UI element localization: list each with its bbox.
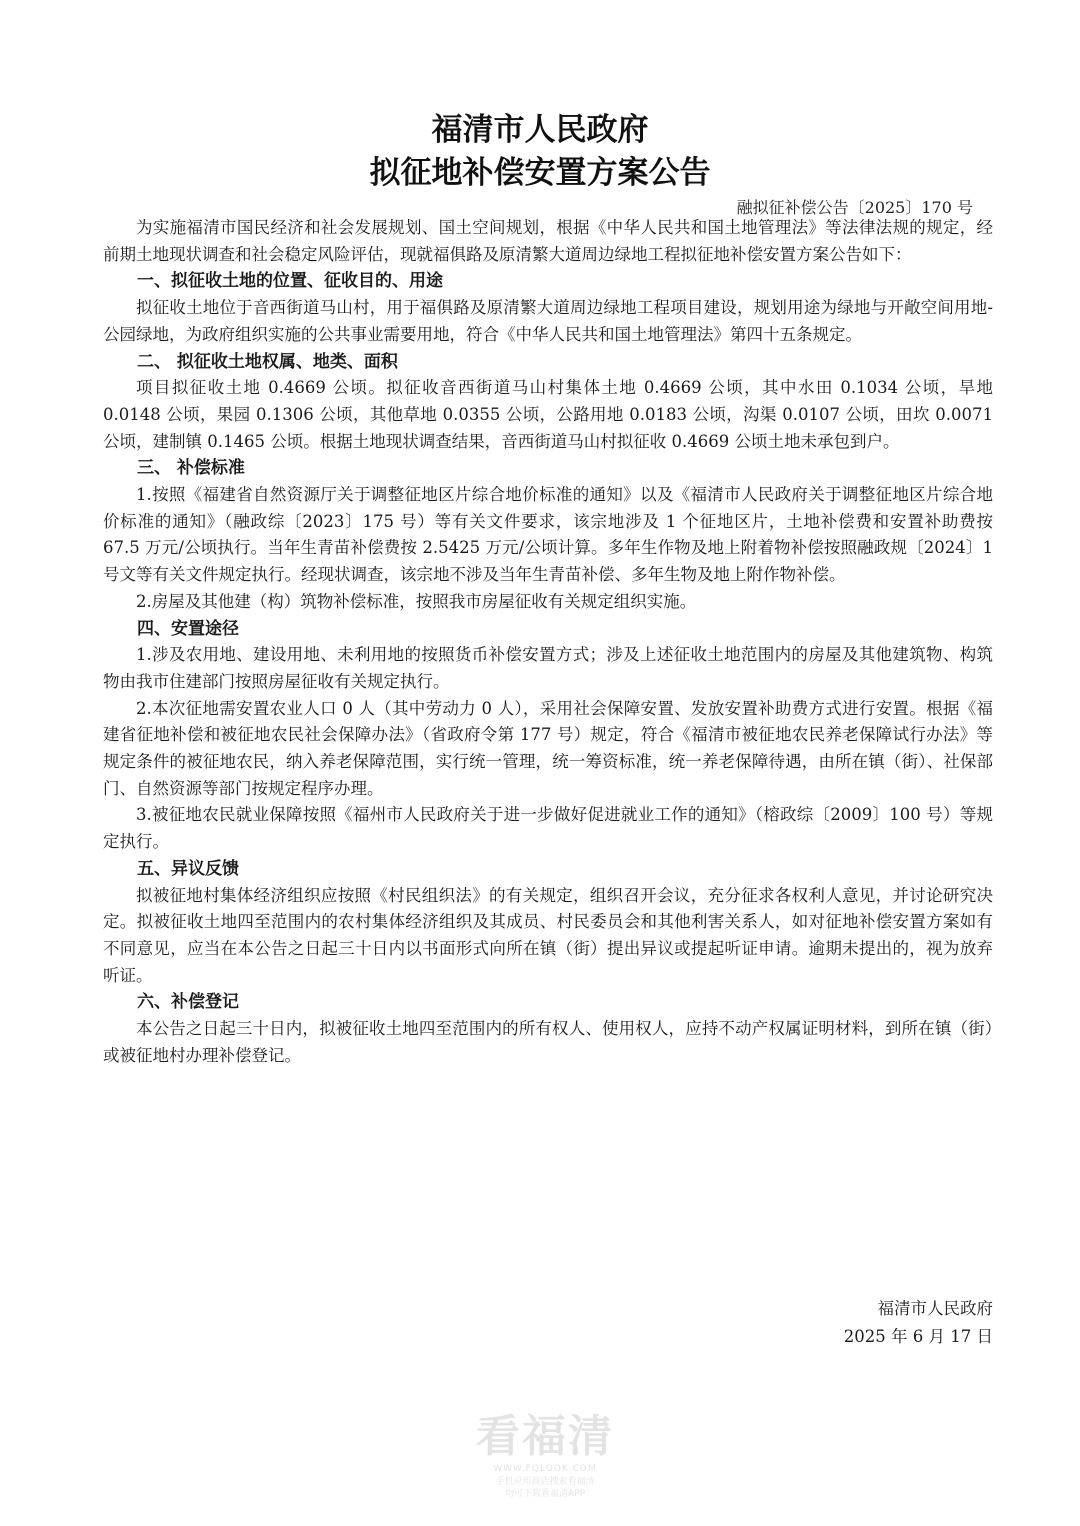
notice-body xyxy=(103,215,993,1070)
section-4-heading: 四、安置途径 xyxy=(137,618,239,639)
watermark-tagline-2: 均可下载看福清APP xyxy=(504,1489,585,1499)
document-number: 融拟征补偿公告〔2025〕170 号 xyxy=(736,198,973,217)
site-watermark xyxy=(440,1412,650,1500)
section-5-paragraph-1: 拟被征地村集体经济组织应按照《村民组织法》的有关规定，组织召开会议，充分征求各权利人意见，并讨论研究决定。拟被征收土地四至范围内的农村集体经济组织及其成员、村民委员会和其他利害关系人，如对征地补偿安置方案如有不同意见，应当在本公告之日起三十日内以书面形式向所在镇（街）提出异议或提起听证申请。逾期未提出的，视为放弃听证。 xyxy=(103,885,993,985)
section-1-heading: 一、拟征收土地的位置、征收目的、用途 xyxy=(137,271,443,292)
watermark-url: WWW.FQLOOK.COM xyxy=(493,1464,597,1474)
section-3-heading: 三、 补偿标准 xyxy=(137,458,245,479)
section-6-paragraph-1: 本公告之日起三十日内，拟被征收土地四至范围内的所有权人、使用权人，应持不动产权属证明材料，到所在镇（街）或被征地村办理补偿登记。 xyxy=(103,1019,993,1065)
watermark-logo-text: 看福清 xyxy=(476,1411,614,1462)
section-2-paragraph-1: 项目拟征收土地 0.4669 公顷。拟征收音西街道马山村集体土地 0.4669 公顷，其中水田 0.1034 公顷，旱地 0.0148 公顷，果园 0.1306 公顷，其他草地 0.0355 公顷，公路用地 0.0183 公顷，沟渠 0.0107 公顷，田坎 0.0071 公顷，建制镇 0.1465 公顷。根据土地现状调查结果，音西街道马山村拟征收 0.4669 公顷土地未承包到户。 xyxy=(103,378,993,451)
section-2-heading: 二、 拟征收土地权属、地类、面积 xyxy=(137,351,398,372)
page-title-line-1: 福清市人民政府 xyxy=(431,112,649,148)
section-3-paragraph-1: 1.按照《福建省自然资源厅关于调整征地区片综合地价标准的通知》以及《福清市人民政府关于调整征地区片综合地价标准的通知》（融政综〔2023〕175 号）等有关文件要求，该宗地涉及 1 个征地区片，土地补偿费和安置补助费按 67.5 万元/公顷执行。当年生青苗补偿费按 2.5425 万元/公顷计算。多年生作物及地上附着物补偿按照融政规〔2024〕1 号文等有关文件规定执行。经现状调查，该宗地不涉及当年生青苗补偿、多年生物及地上附作物补偿。 xyxy=(103,485,993,585)
section-6-heading: 六、补偿登记 xyxy=(137,992,239,1013)
watermark-tagline-1: 手机应用商店搜索看福清 xyxy=(495,1477,595,1487)
issue-date: 2025 年 6 月 17 日 xyxy=(843,1327,993,1346)
intro-paragraph: 为实施福清市国民经济和社会发展规划、国土空间规划，根据《中华人民共和国土地管理法》等法律法规的规定，经前期土地现状调查和社会稳定风险评估，现就福俱路及原清繁大道周边绿地工程拟征地补偿安置方案公告如下： xyxy=(103,218,993,264)
signoff-block xyxy=(844,1295,993,1351)
section-4-paragraph-1: 1.涉及农用地、建设用地、未利用地的按照货币补偿安置方式；涉及上述征收土地范围内的房屋及其他建筑物、构筑物由我市住建部门按照房屋征收有关规定执行。 xyxy=(103,645,993,691)
section-5-heading: 五、异议反馈 xyxy=(137,858,239,879)
section-4-paragraph-3: 3.被征地农民就业保障按照《福州市人民政府关于进一步做好促进就业工作的通知》（榕政综〔2009〕100 号）等规定执行。 xyxy=(103,805,993,852)
section-4-paragraph-2: 2.本次征地需安置农业人口 0 人（其中劳动力 0 人），采用社会保障安置、发放安置补助费方式进行安置。根据《福建省征地补偿和被征地农民社会保障办法》（省政府令第 177 号）规定，符合《福清市被征地农民养老保障试行办法》等规定条件的被征地农民，纳入养老保障范围，实行统一管理，统一筹资标准，统一养老保障待遇，由所在镇（街）、社保部门、自然资源等部门按规定程序办理。 xyxy=(103,698,993,798)
section-3-paragraph-2: 2.房屋及其他建（构）筑物补偿标准，按照我市房屋征收有关规定组织实施。 xyxy=(136,591,697,611)
page-title-line-2: 拟征地补偿安置方案公告 xyxy=(369,155,711,191)
issuer-name: 福清市人民政府 xyxy=(877,1299,993,1318)
section-1-paragraph-1: 拟征收土地位于音西街道马山村，用于福俱路及原清繁大道周边绿地工程项目建设，规划用途为绿地与开敞空间用地-公园绿地，为政府组织实施的公共事业需要用地，符合《中华人民共和国土地管理法》第四十五条规定。 xyxy=(103,298,993,344)
